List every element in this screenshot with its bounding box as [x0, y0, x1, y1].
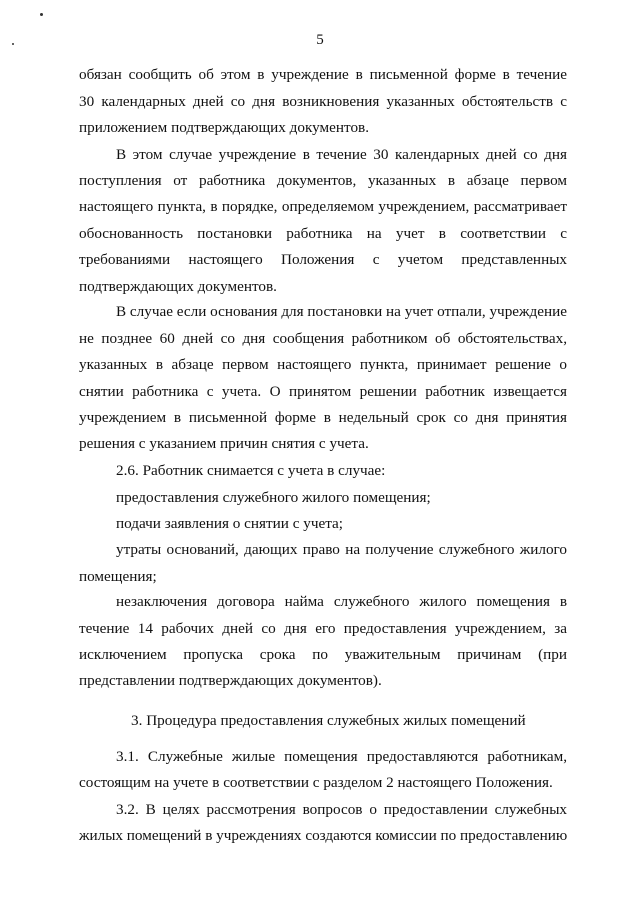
text-line: поступления от работника документов, указанных в абзаце первом: [79, 172, 567, 189]
text-line: утраты оснований, дающих право на получение служебного жилого: [116, 541, 567, 558]
text-line: предоставления служебного жилого помещения;: [116, 489, 431, 506]
text-line: помещения;: [79, 568, 157, 585]
text-line: обязан сообщить об этом в учреждение в письменной форме в течение: [79, 66, 567, 83]
text-line: жилых помещений в учреждениях создаются комиссии по предоставлению: [79, 827, 568, 844]
text-line: приложением подтверждающих документов.: [79, 119, 370, 136]
text-line: незаключения договора найма служебного жилого помещения в: [116, 593, 567, 610]
text-line: представлении подтверждающих документов).: [79, 672, 382, 689]
section-heading: 3. Процедура предоставления служебных жилых помещений: [131, 712, 526, 729]
text-line: 30 календарных дней со дня возникновения указанных обстоятельств с: [79, 93, 567, 110]
text-line: 3.1. Служебные жилые помещения предоставляются работникам,: [116, 748, 567, 765]
text-line: состоящим на учете в соответствии с разделом 2 настоящего Положения.: [79, 774, 553, 791]
text-line: подачи заявления о снятии с учета;: [116, 515, 343, 532]
text-line: решения с указанием причин снятия с учета.: [79, 435, 369, 452]
text-line: 2.6. Работник снимается с учета в случае:: [116, 462, 386, 479]
text-line: 3.2. В целях рассмотрения вопросов о предоставлении служебных: [116, 801, 567, 818]
text-line: снятии работника с учета. О принятом решении работник извещается: [79, 383, 567, 400]
page-number: 5: [316, 32, 324, 48]
text-line: течение 14 рабочих дней со дня его предоставления учреждением, за: [79, 620, 567, 637]
text-line: В этом случае учреждение в течение 30 календарных дней со дня: [116, 146, 567, 163]
text-line: настоящего пункта, в порядке, определяемом учреждением, рассматривает: [79, 198, 567, 215]
text-line: В случае если основания для постановки на учет отпали, учреждение: [116, 303, 567, 320]
text-line: исключением пропуска срока по уважительным причинам (при: [79, 646, 567, 663]
scan-speck: [40, 13, 43, 16]
text-line: учреждением в письменной форме в недельный срок со дня принятия: [79, 409, 567, 426]
text-line: указанных в абзаце первом настоящего пункта, принимает решение о: [79, 356, 567, 373]
text-line: не позднее 60 дней со дня сообщения работником об обстоятельствах,: [79, 330, 567, 347]
text-line: обоснованность постановки работника на учет в соответствии с: [79, 225, 567, 242]
text-line: требованиями настоящего Положения с учетом представленных: [79, 251, 567, 268]
text-line: подтверждающих документов.: [79, 278, 277, 295]
